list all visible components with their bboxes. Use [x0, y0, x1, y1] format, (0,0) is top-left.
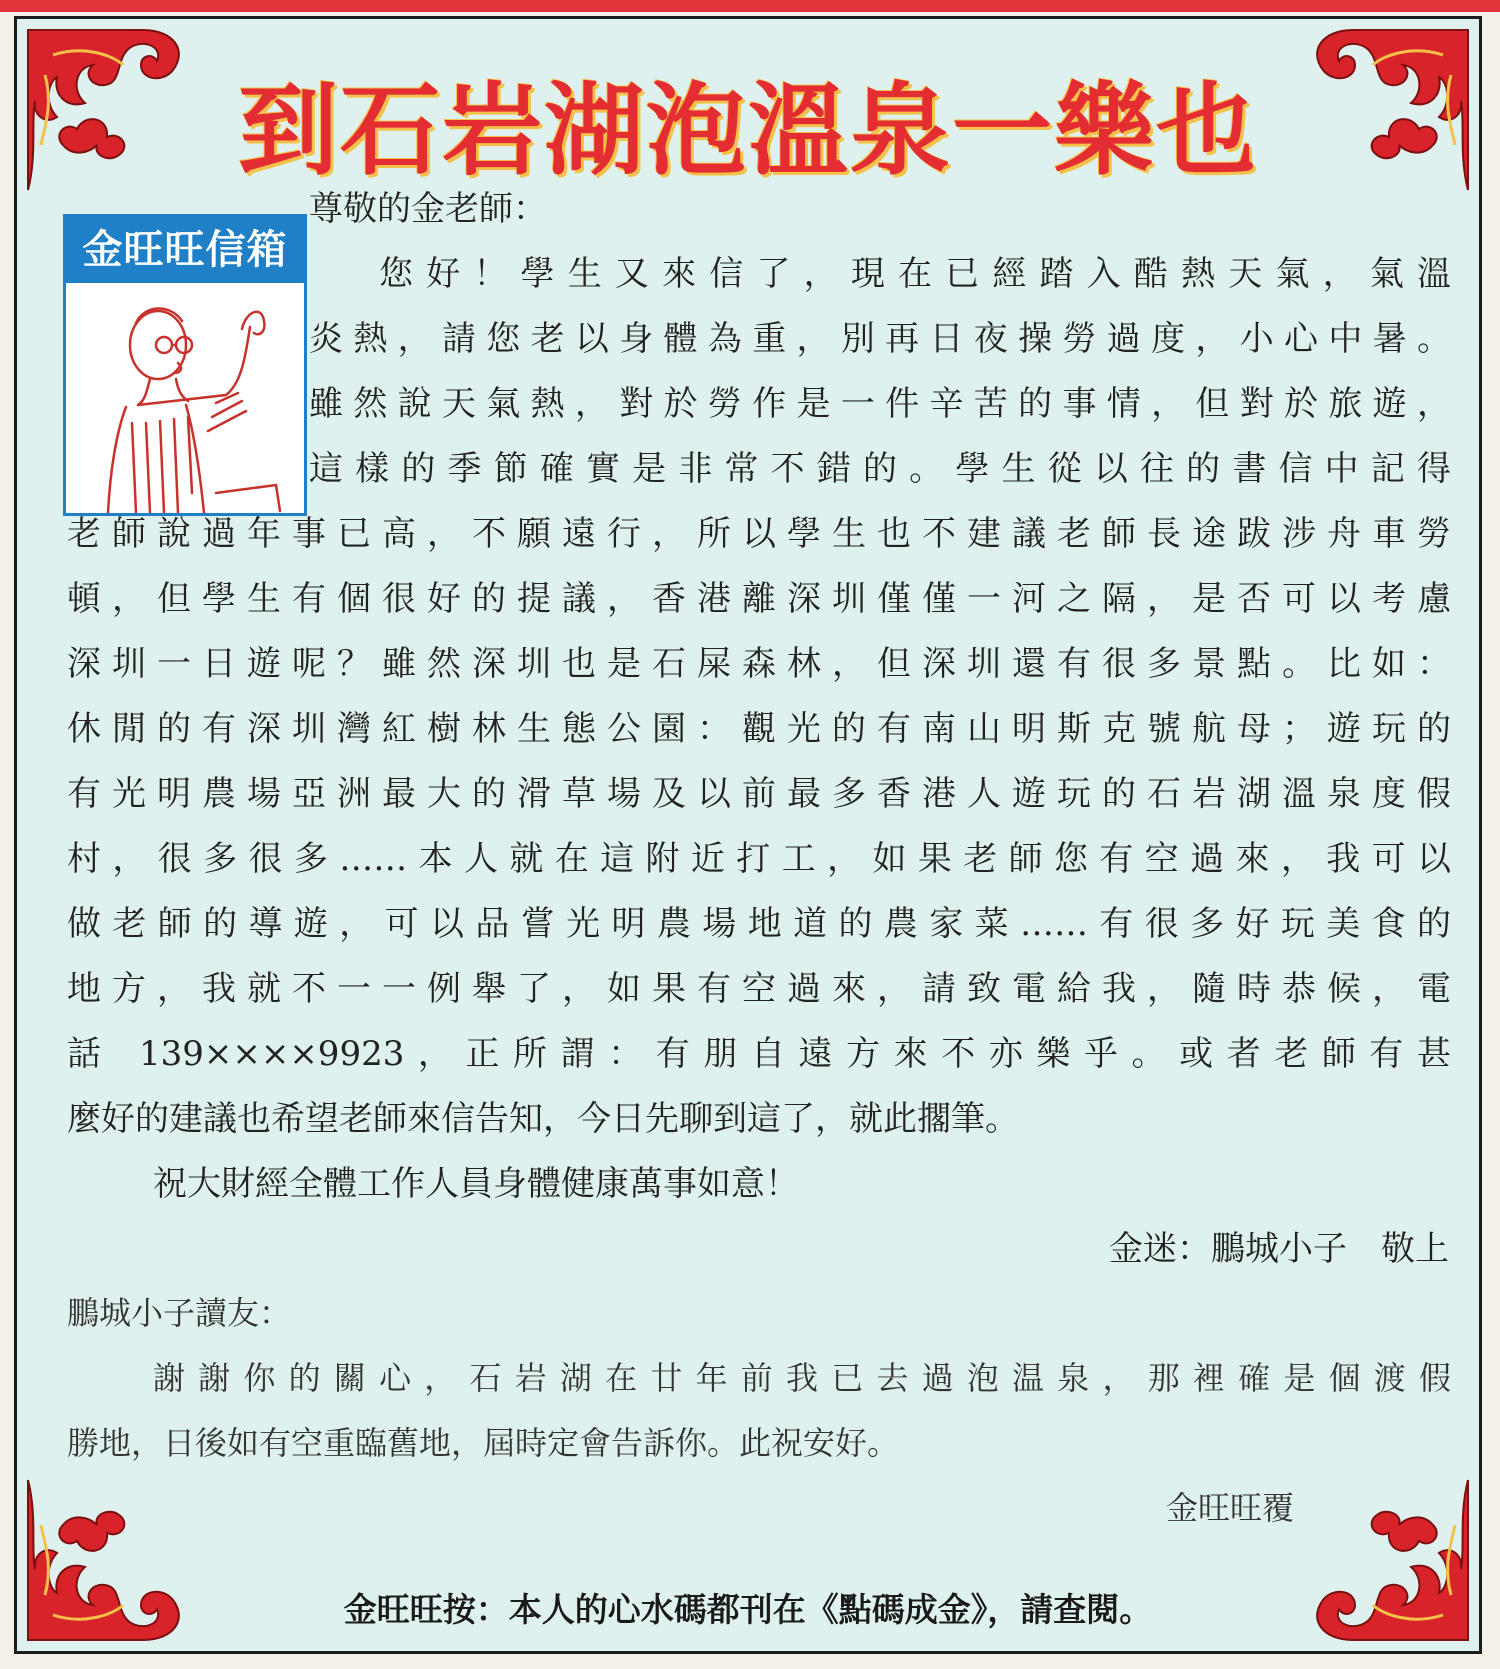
- column-badge: [63, 214, 307, 516]
- column-label: 金旺旺信箱: [66, 217, 304, 283]
- letter-signature: 金迷：鵬城小子 敬上: [1109, 1229, 1449, 1269]
- article-panel: [14, 16, 1482, 1654]
- letter-line: 有光明農場亞洲最大的滑草場及以前最多香港人遊玩的石岩湖溫泉度假: [67, 774, 1451, 814]
- top-color-stripe: [0, 0, 1500, 12]
- letter-line: 老師說過年事已高，不願遠行，所以學生也不建議老師長途跋涉舟車勞: [67, 514, 1451, 554]
- letter-salutation: 尊敬的金老師：: [309, 189, 547, 229]
- reply-line: 謝謝你的關心，石岩湖在廿年前我已去過泡温泉，那裡確是個渡假: [153, 1359, 1451, 1397]
- letter-line: 地方，我就不一一例舉了，如果有空過來，請致電給我，隨時恭候，電: [67, 969, 1451, 1009]
- reply-signature: 金旺旺覆: [1165, 1489, 1294, 1527]
- letter-line: 休閒的有深圳灣紅樹林生態公園：觀光的有南山明斯克號航母；遊玩的: [67, 709, 1451, 749]
- letter-line: 話 139××××9923，正所謂：有朋自遠方來不亦樂乎。或者老師有甚: [67, 1034, 1451, 1074]
- letter-line: 村，很多很多……本人就在這附近打工，如果老師您有空過來，我可以: [67, 839, 1451, 879]
- letter-wish: 祝大財經全體工作人員身體健康萬事如意！: [153, 1164, 799, 1204]
- editor-note: 金旺旺按：本人的心水碼都刊在《點碼成金》，請查閱。: [343, 1590, 1153, 1629]
- letter-line: 雖然說天氣熱，對於勞作是一件辛苦的事情，但對於旅遊，: [309, 384, 1451, 424]
- letter-line: 做老師的導遊，可以品嘗光明農場地道的農家菜……有很多好玩美食的: [67, 904, 1451, 944]
- cartoon-teacher-icon: [66, 283, 304, 513]
- reply-line: 勝地，日後如有空重臨舊地，屆時定會告訴你。此祝安好。: [67, 1424, 900, 1462]
- page-title: 到石岩湖泡溫泉一樂也: [238, 72, 1258, 189]
- letter-line: 麼好的建議也希望老師來信告知，今日先聊到這了，就此擱筆。: [67, 1099, 1019, 1139]
- letter-line: 頓，但學生有個很好的提議，香港離深圳僅僅一河之隔，是否可以考慮: [67, 579, 1451, 619]
- reply-salutation: 鵬城小子讀友：: [67, 1294, 292, 1332]
- letter-line: 您好！學生又來信了，現在已經踏入酷熱天氣，氣溫: [379, 254, 1451, 294]
- letter-line: 這樣的季節確實是非常不錯的。學生從以往的書信中記得: [309, 449, 1451, 489]
- letter-line: 深圳一日遊呢？雖然深圳也是石屎森林，但深圳還有很多景點。比如：: [67, 644, 1451, 684]
- letter-line: 炎熱，請您老以身體為重，別再日夜操勞過度，小心中暑。: [309, 319, 1451, 359]
